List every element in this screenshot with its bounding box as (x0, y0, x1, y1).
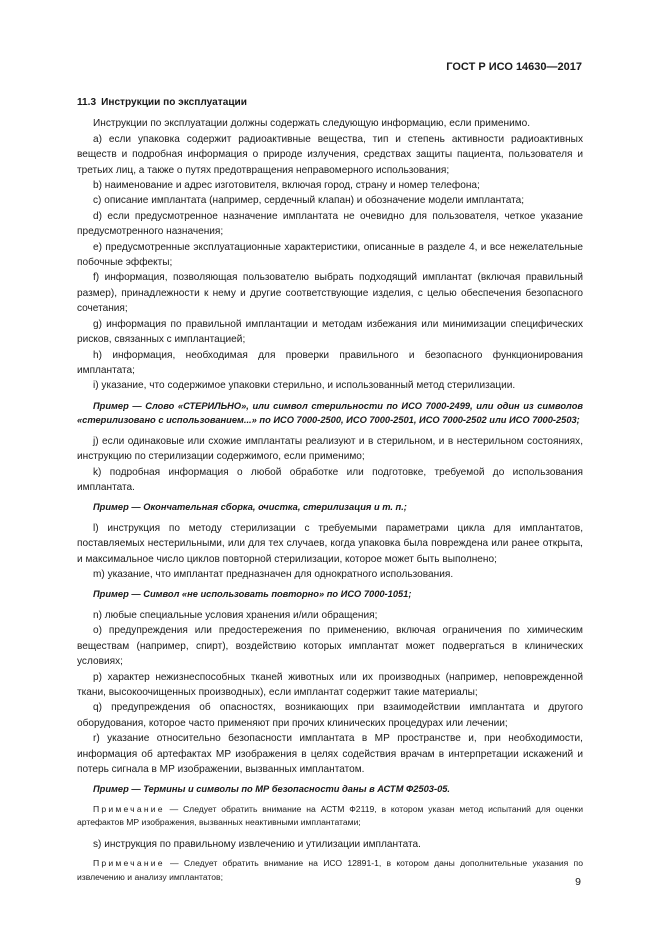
list-item-s: s) инструкция по правильному извлечению и утилизации имплантата. (93, 838, 421, 850)
section-heading (77, 95, 583, 110)
note-2 (77, 857, 583, 884)
document-code: ГОСТ Р ИСО 14630—2017 (446, 61, 582, 73)
list-item-n: n) любые специальные условия хранения и/или обращения; (93, 609, 378, 621)
list-item-o: o) предупреждения или предостережения по применению, включая ограничения по химическим веществам (например, спирт), воздействию которых имплантат может подвергаться в клинических условиях; (77, 625, 583, 668)
note-text: — Следует обратить внимание на ИСО 12891-1, в котором даны дополнительные указания по извлечению и анализу имплантатов; (77, 858, 583, 882)
list-item-m: m) указание, что имплантат предназначен для однократного использования. (93, 569, 454, 581)
example-4: Пример — Термины и символы по МР безопасности даны в АСТМ Ф2503-05. (93, 784, 450, 795)
note-label: Примечание (93, 803, 165, 814)
page-number: 9 (575, 876, 581, 888)
list-item-k: k) подробная информация о любой обработке или подготовке, требуемой до использования имплантата. (77, 466, 583, 493)
example-2: Пример — Окончательная сборка, очистка, стерилизация и т. п.; (93, 502, 407, 513)
list-item-d: d) если предусмотренное назначение имплантата не очевидно для пользователя, четкое указание предусмотренного назначения; (77, 210, 583, 238)
list-item-p: p) характер нежизнеспособных тканей животных или их производных (например, неповрежденной ткани, высокоочищенных производных), если имплантат содержит такие материалы; (77, 671, 583, 698)
intro-paragraph: Инструкции по эксплуатации должны содержать следующую информацию, если применимо. (93, 118, 531, 130)
list-item-c: c) описание имплантата (например, сердечный клапан) и обозначение модели имплантата; (93, 195, 525, 207)
list-item-q: q) предупреждения об опасностях, возникающих при взаимодействии имплантата и другого оборудования, которое часто применяют при прочих клинических процедурах или лечении; (77, 702, 583, 729)
list-item-i: i) указание, что содержимое упаковки стерильно, и использованный метод стерилизации. (93, 380, 516, 392)
list-item-e: e) предусмотренные эксплуатационные характеристики, описанные в разделе 4, и все нежелательные побочные эффекты; (77, 241, 583, 269)
note-text: — Следует обратить внимание на АСТМ Ф2119, в котором указан метод испытаний для оценки артефактов МР изображения, вызванных неактивными имплантатами; (77, 803, 583, 828)
section-title: Инструкции по эксплуатации (101, 97, 247, 108)
example-1: Пример — Слово «СТЕРИЛЬНО», или символ стерильности по ИСО 7000-2499, или один из символов «стерилизовано с использованием...» по ИСО 7000-2500, ИСО 7000-2501, ИСО 7000-2502 или ИСО 7000-2503; (77, 400, 583, 426)
list-item-r: r) указание относительно безопасности имплантата в МР пространстве и, при необходимости, информация об артефактах МР изображения в целях содействия врачам в интерпретации искажений и потерь сигнала в МР изображении, вызванных имплантатом. (77, 733, 583, 776)
note-label: Примечание (93, 858, 165, 869)
list-item-g: g) информация по правильной имплантации и методам избежания или минимизации специфических рисков, связанных с имплантацией; (77, 318, 583, 346)
note-1 (77, 803, 583, 830)
page-content (77, 95, 583, 891)
list-item-j: j) если одинаковые или схожие имплантаты реализуют и в стерильном, и в нестерильном состояниях, инструкцию по стерилизации содержимого, если применимо; (77, 435, 583, 463)
list-item-l: l) инструкция по методу стерилизации с требуемыми параметрами цикла для имплантатов, поставляемых нестерильными, или для тех случаев, когда упаковка была повреждена или ранее открыта, и максимальное число циклов повторной стерилизации, которое может быть выполнено; (77, 522, 583, 565)
example-3: Пример — Символ «не использовать повторно» по ИСО 7000-1051; (93, 589, 412, 600)
list-item-b: b) наименование и адрес изготовителя, включая город, страну и номер телефона; (93, 180, 480, 192)
list-item-f: f) информация, позволяющая пользователю выбрать подходящий имплантат (включая правильный размер), принадлежности к нему и другие соответствующие изделия, с целью обеспечения безопасного сочетания; (77, 272, 583, 315)
list-item-h: h) информация, необходимая для проверки правильного и безопасного функционирования имплантата; (77, 349, 583, 376)
section-number: 11.3 (77, 97, 97, 108)
list-item-a: а) если упаковка содержит радиоактивные вещества, тип и степень активности радиоактивных веществ и подробная информация о природе излучения, средствах защиты пациента, пользователя и третьих лиц, а также о путях предотвращения неправомерного использования; (77, 133, 583, 176)
